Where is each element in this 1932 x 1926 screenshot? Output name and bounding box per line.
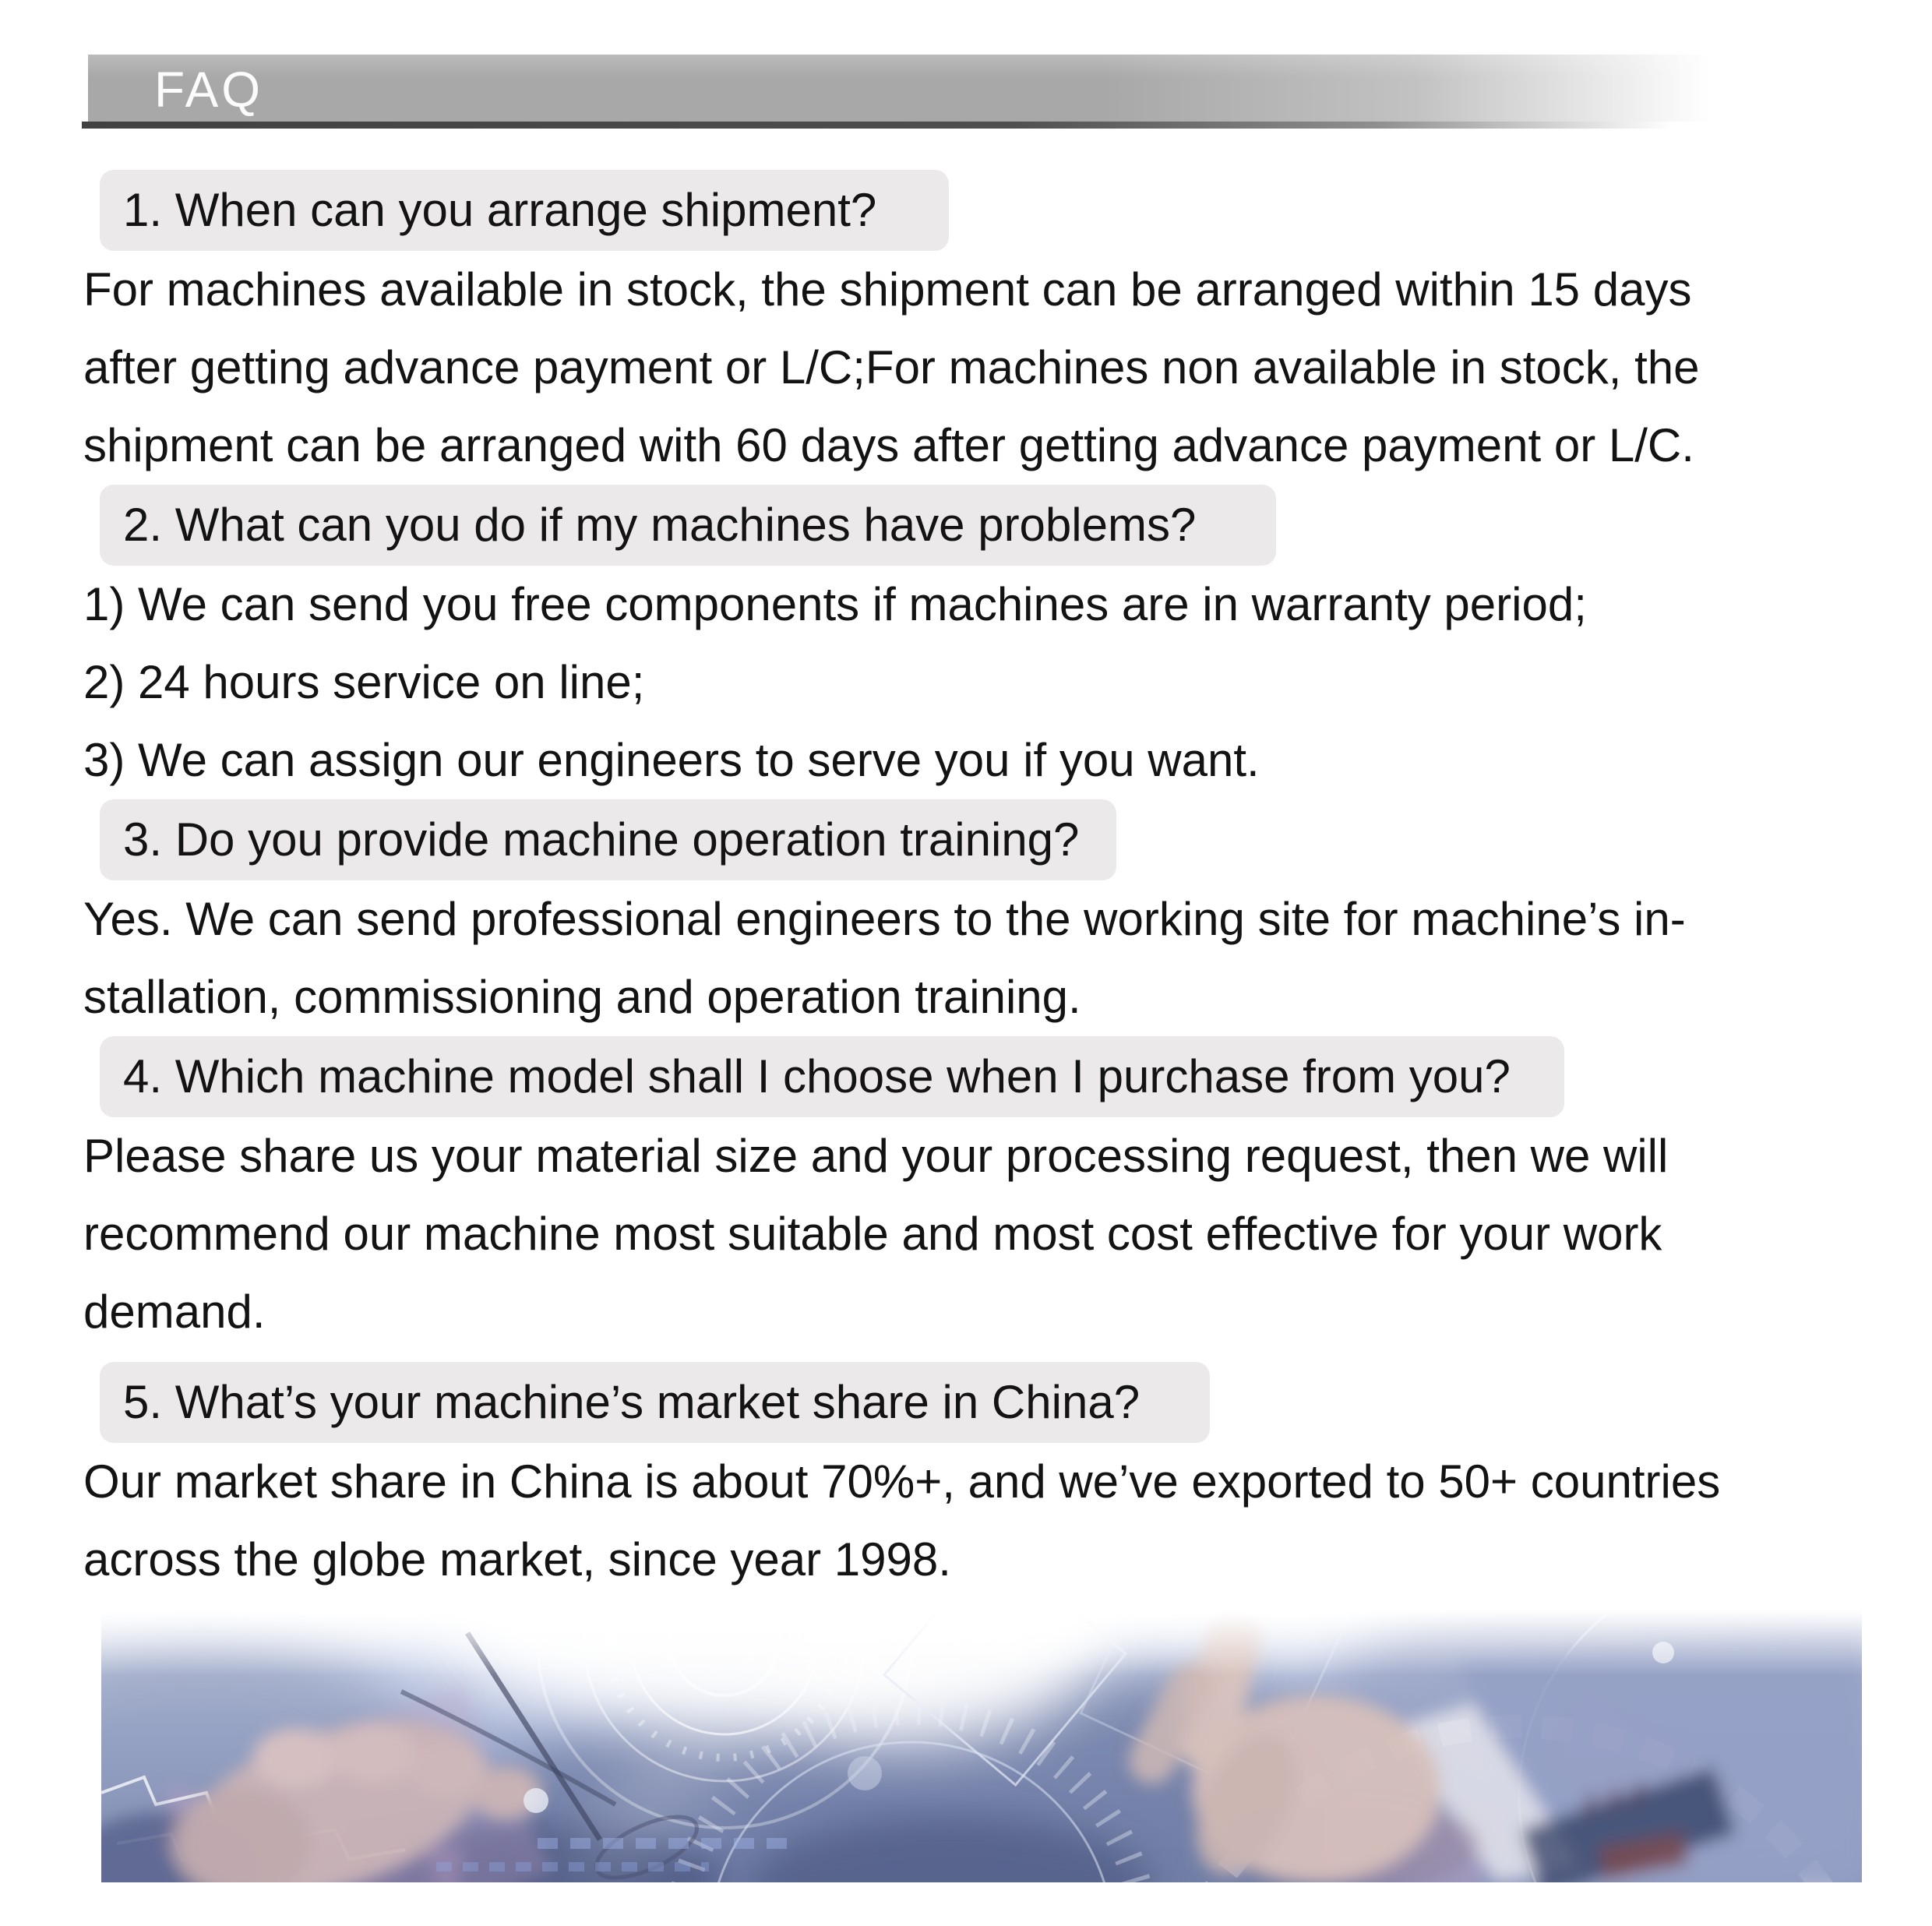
faq-question: 4. Which machine model shall I choose when I purchase from you? <box>100 1036 1564 1117</box>
faq-question: 1. When can you arrange shipment? <box>100 170 949 251</box>
photo-illustration <box>101 1610 1862 1882</box>
faq-answer <box>83 1117 1932 1351</box>
faq-question: 3. Do you provide machine operation training? <box>100 799 1116 880</box>
faq-answer-line: 1) We can send you free components if machines are in warranty period; <box>83 578 1587 630</box>
faq-header-bar <box>88 55 1932 122</box>
faq-answer <box>83 566 1932 799</box>
faq-answer-line: Please share us your material size and your processing request, then we will <box>83 1130 1669 1182</box>
faq-answer-line: Yes. We can send professional engineers to the working site for machine’s in- <box>83 893 1686 945</box>
faq-answer-line: For machines available in stock, the shipment can be arranged within 15 days <box>83 263 1692 316</box>
faq-answer <box>83 1443 1932 1599</box>
faq-answer-line: stallation, commissioning and operation training. <box>83 971 1081 1023</box>
photo-top-fade <box>101 1610 1862 1676</box>
faq-answer <box>83 251 1932 485</box>
faq-answer <box>83 880 1932 1036</box>
faq-question: 5. What’s your machine’s market share in China? <box>100 1362 1210 1443</box>
faq-answer-line: 2) 24 hours service on line; <box>83 656 645 708</box>
faq-question: 2. What can you do if my machines have problems? <box>100 485 1276 566</box>
faq-answer-line: recommend our machine most suitable and most cost effective for your work <box>83 1208 1662 1260</box>
page-title: FAQ <box>154 62 264 118</box>
faq-answer-line: across the globe market, since year 1998. <box>83 1533 951 1586</box>
faq-answer-line: demand. <box>83 1286 266 1338</box>
faq-answer-line: after getting advance payment or L/C;For machines non available in stock, the <box>83 341 1700 393</box>
header-shadow-line <box>82 122 1932 129</box>
faq-answer-line: shipment can be arranged with 60 days after getting advance payment or L/C. <box>83 419 1694 471</box>
faq-answer-line: Our market share in China is about 70%+, and we’ve exported to 50+ countries <box>83 1455 1721 1508</box>
faq-content <box>83 170 1932 1882</box>
faq-answer-line: 3) We can assign our engineers to serve you if you want. <box>83 734 1260 786</box>
business-technology-photo <box>101 1610 1862 1882</box>
